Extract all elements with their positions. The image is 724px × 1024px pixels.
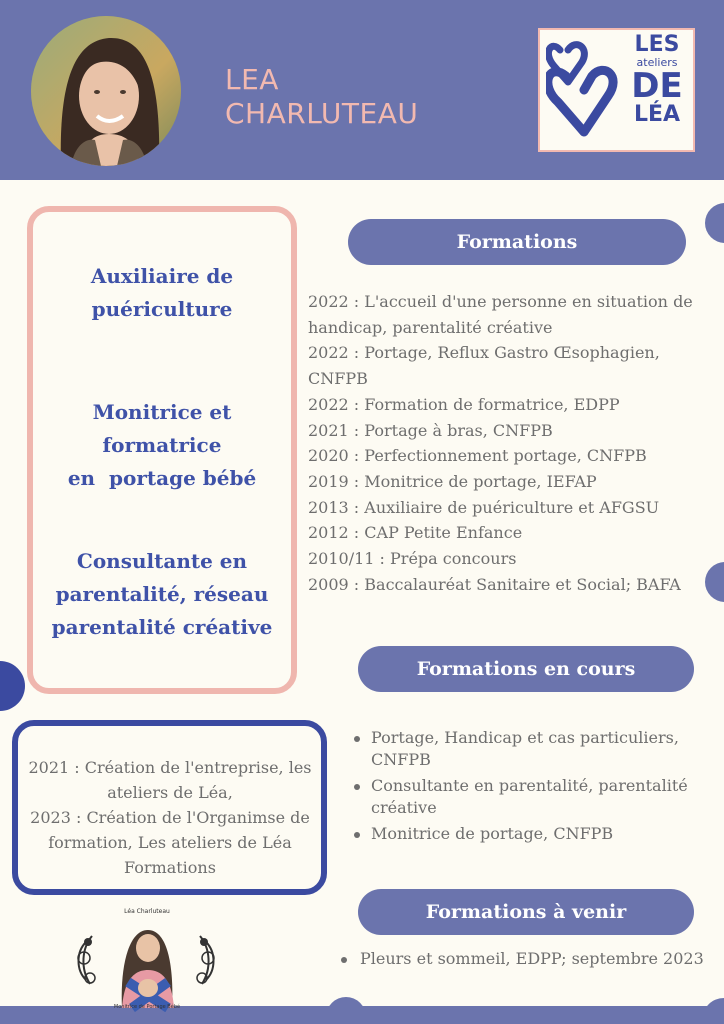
sticker-text-bottom: Monitrice de Portage Bébé: [113, 1004, 181, 1010]
logo-de: DE: [631, 66, 683, 106]
role-line: formatrice: [102, 433, 222, 457]
formation-item: 2022 : Formation de formatrice, EDPP: [308, 394, 620, 414]
formation-item: 2012 : CAP Petite Enfance: [308, 523, 523, 543]
upcoming-list: [338, 948, 723, 970]
decor-circle-left: [0, 660, 26, 712]
portrait-photo: [31, 16, 181, 166]
upcoming-item: Pleurs et sommeil, EDPP; septembre 2023: [338, 948, 723, 970]
role-line: en portage bébé: [67, 466, 257, 490]
brand-logo: [538, 28, 695, 152]
formation-item: 2020 : Perfectionnement portage, CNFPB: [308, 446, 647, 466]
decor-circle-right-top: [704, 202, 724, 244]
role-auxiliaire: [33, 260, 291, 326]
role-line: parentalité, réseau: [55, 582, 269, 606]
logo-les: LES: [634, 32, 680, 57]
formation-item: 2022 : L'accueil d'une personne en situation de handicap, parentalité créative: [308, 292, 693, 337]
formation-item: 2010/11 : Prépa concours: [308, 549, 517, 569]
formations-title: Formations: [348, 219, 686, 265]
in-progress-item: Consultante en parentalité, parentalité créative: [348, 775, 713, 819]
history-line: ateliers de Léa,: [107, 783, 233, 802]
formation-item: 2021 : Portage à bras, CNFPB: [308, 420, 553, 440]
roles-card: [27, 206, 297, 694]
formation-item: 2013 : Auxiliaire de puériculture et AFGSU: [308, 497, 660, 517]
in-progress-item: Monitrice de portage, CNFPB: [348, 823, 713, 845]
sticker-art: [72, 908, 220, 1012]
portrait-photo-art: [31, 16, 181, 166]
in-progress-item: Portage, Handicap et cas particuliers, CNFPB: [348, 727, 713, 771]
upcoming-title: Formations à venir: [358, 889, 694, 935]
role-line: Consultante en: [76, 549, 248, 573]
hearts-icon: [546, 36, 624, 146]
mother-baby-illustration: [72, 908, 220, 1012]
logo-lea: LÉA: [633, 102, 681, 127]
history-line: formation, Les ateliers de Léa: [48, 833, 292, 852]
logo-ateliers: ateliers: [636, 56, 678, 69]
role-consultante: [33, 545, 291, 644]
formations-list: [308, 289, 718, 597]
history-card: [12, 720, 327, 895]
name-last: CHARLUTEAU: [225, 97, 419, 130]
logo-wordmark: [622, 34, 692, 127]
formation-item: 2009 : Baccalauréat Sanitaire et Social; BAFA: [308, 574, 681, 594]
in-progress-title: Formations en cours: [358, 646, 694, 692]
history-line: 2023 : Création de l'Organimse de: [30, 808, 310, 827]
role-line: Auxiliaire de: [90, 264, 234, 288]
header-band: [0, 0, 724, 180]
formation-item: 2019 : Monitrice de portage, IEFAP: [308, 471, 597, 491]
history-line: 2021 : Création de l'entreprise, les: [28, 758, 312, 777]
role-line: puériculture: [91, 297, 233, 321]
history-line: Formations: [124, 858, 216, 877]
formation-item: 2022 : Portage, Reflux Gastro Œsophagien, CNFPB: [308, 343, 660, 389]
history-text: [28, 755, 312, 880]
role-line: Monitrice et: [92, 400, 232, 424]
role-monitrice: [33, 396, 291, 495]
sticker-text-top: Léa Charluteau: [124, 908, 170, 915]
name-first: LEA: [225, 63, 279, 96]
in-progress-list: [348, 727, 713, 849]
person-name: [225, 63, 418, 131]
role-line: parentalité créative: [51, 615, 273, 639]
